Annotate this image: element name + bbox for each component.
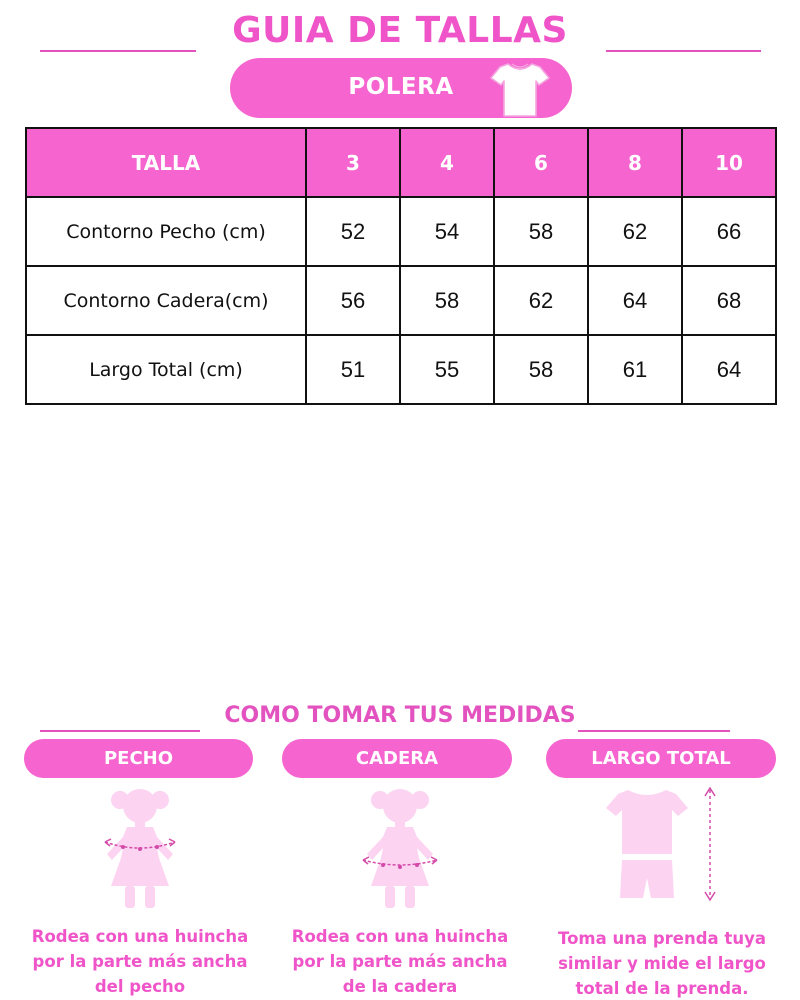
table-cell: 64 [588, 266, 682, 335]
page-title: GUIA DE TALLAS [232, 10, 568, 51]
garment-label: POLERA [348, 74, 454, 100]
size-table [25, 127, 777, 405]
table-cell: 64 [682, 335, 776, 404]
row-label: Contorno Pecho (cm) [26, 197, 306, 266]
girl-hip-measure-icon [355, 782, 445, 912]
table-cell: 56 [306, 266, 400, 335]
cadera-label: CADERA [355, 748, 439, 769]
table-row [26, 266, 776, 335]
pecho-badge [24, 739, 253, 778]
table-cell: 52 [306, 197, 400, 266]
largo-total-badge [546, 739, 776, 778]
caption-line: Rodea con una huincha [31, 927, 249, 946]
table-cell: 55 [400, 335, 494, 404]
table-cell: 58 [494, 197, 588, 266]
table-cell: 51 [306, 335, 400, 404]
table-row [26, 197, 776, 266]
row-label: Contorno Cadera(cm) [26, 266, 306, 335]
clothes-length-measure-icon [600, 782, 730, 907]
caption-line: por la parte más ancha [32, 952, 248, 971]
header-size-8: 8 [588, 128, 682, 197]
section-title: COMO TOMAR TUS MEDIDAS [224, 703, 576, 728]
girl-chest-measure-icon [95, 782, 185, 912]
table-cell: 58 [494, 335, 588, 404]
table-cell: 62 [588, 197, 682, 266]
table-cell: 66 [682, 197, 776, 266]
table-row [26, 335, 776, 404]
table-cell: 54 [400, 197, 494, 266]
cadera-badge [282, 739, 512, 778]
row-label: Largo Total (cm) [26, 335, 306, 404]
header-talla: TALLA [26, 128, 306, 197]
title-divider-right [606, 50, 761, 52]
header-size-6: 6 [494, 128, 588, 197]
caption-line: similar y mide el largo [558, 954, 766, 973]
pecho-label: PECHO [103, 748, 174, 769]
caption-line: Toma una prenda tuya [558, 929, 766, 948]
largo-total-label: LARGO TOTAL [591, 748, 731, 769]
caption-line: total de la prenda. [575, 979, 749, 998]
caption-line: del pecho [94, 977, 186, 996]
cadera-caption [280, 924, 520, 999]
header-size-3: 3 [306, 128, 400, 197]
table-cell: 58 [400, 266, 494, 335]
section-divider-right [578, 730, 730, 732]
header-size-10: 10 [682, 128, 776, 197]
caption-line: por la parte más ancha [292, 952, 508, 971]
table-cell: 62 [494, 266, 588, 335]
table-header-row [26, 128, 776, 197]
header-size-4: 4 [400, 128, 494, 197]
caption-line: de la cadera [342, 977, 458, 996]
section-divider-left [40, 730, 200, 732]
pecho-caption [20, 924, 260, 999]
tshirt-icon [488, 58, 552, 120]
table-cell: 61 [588, 335, 682, 404]
table-cell: 68 [682, 266, 776, 335]
caption-line: Rodea con una huincha [291, 927, 509, 946]
largo-total-caption [542, 926, 782, 1000]
title-row [0, 8, 800, 54]
